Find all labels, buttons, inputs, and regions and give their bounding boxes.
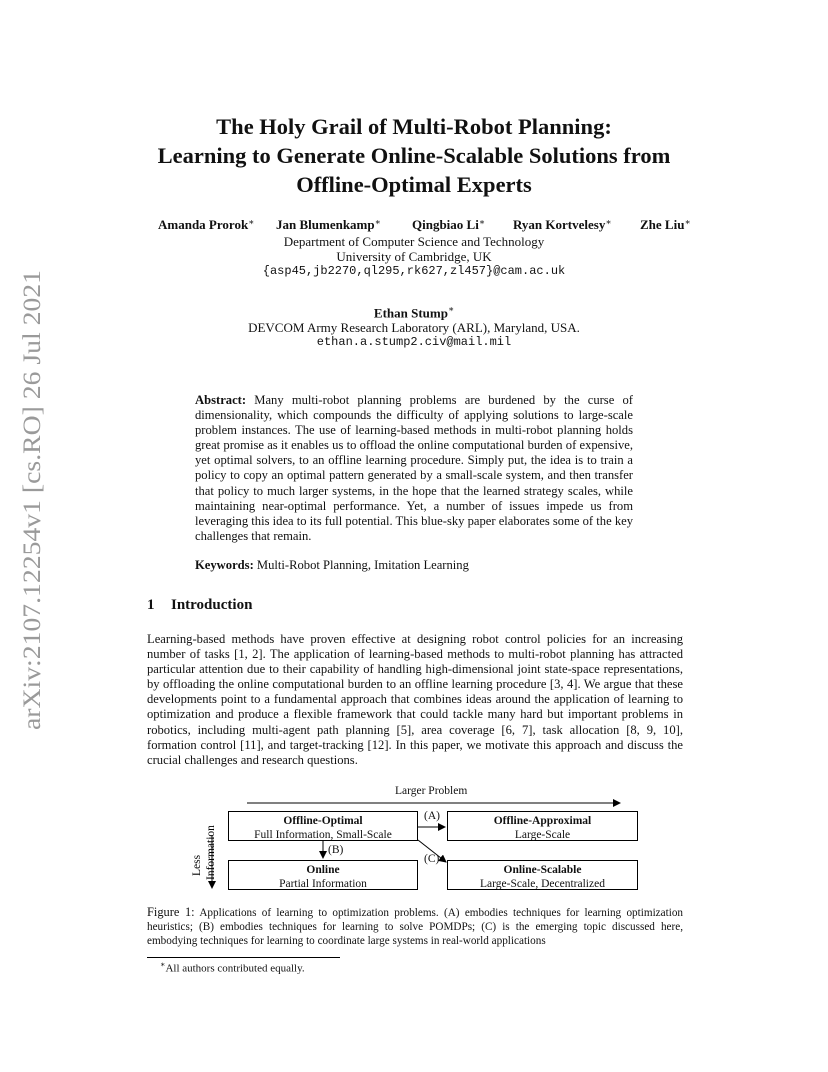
footnote-text: All authors contributed equally.	[165, 962, 305, 975]
label-larger-problem: Larger Problem	[395, 785, 468, 797]
label-a: (A)	[424, 810, 440, 822]
organization: DEVCOM Army Research Laboratory (ARL), Maryland, USA.	[248, 320, 580, 336]
paper-title	[100, 112, 728, 199]
box-online	[228, 860, 418, 890]
section-number: 1	[147, 597, 155, 613]
box-subtitle: Large-Scale	[514, 829, 571, 841]
affiliation-1	[150, 234, 678, 279]
box-title: Offline-Approximal	[493, 815, 592, 827]
title-line: Learning to Generate Online-Scalable Solutions from	[157, 143, 671, 168]
box-offline-approximal	[447, 811, 638, 841]
intro-paragraph: Learning-based methods have proven effective at designing robot control policies for an increasing number of tasks [1, 2]. The application of learning-based methods to multi-robot planning has attracted particular attention due to their capability of handling high-dimensional joint state-space representations, by offloading the online computational burden to an offline learning procedure [3, 4]. We argue that these developments point to a fundamental approach that combines ideas around the application of learning to optimization and produce a flexible framework that could tackle many hard but important problems in robotics, including multi-agent path planning [5], area coverage [6, 7], task allocation [8, 9, 10], formation control [11], and target-tracking [12]. In this paper, we motivate this approach and discuss the crucial challenges and research questions.	[147, 632, 683, 767]
footnote-mark: ∗	[160, 960, 166, 969]
figure-1	[180, 780, 640, 900]
box-title: Offline-Optimal	[283, 815, 363, 827]
section-title: Introduction	[171, 597, 253, 613]
side-label-2: Information	[205, 825, 217, 880]
caption-label: Figure 1:	[147, 905, 195, 919]
abstract-text: Many multi-robot planning problems are burdened by the curse of dimensionality, which compounds the difficulty of applying solutions to large-scale problem instances. The use of learning-based methods in multi-robot planning holds great promise as it enables us to offload the online computational burden of expensive, yet optimal solvers, to an offline learning procedure. Simply put, the idea is to train a policy to copy an optimal pattern generated by a small-scale system, and then transfer that policy to much larger systems, in the hope that the learned strategy scales, while maintaining near-optimal performance. Yet, a number of issues impede us from leveraging this idea to its full potential. This blue-sky paper elaborates some of the key challenges that remain.	[195, 393, 633, 543]
arxiv-stamp	[13, 268, 47, 732]
author: Amanda Prorok∗	[158, 217, 255, 232]
affiliation-2	[150, 302, 678, 350]
box-subtitle: Full Information, Small-Scale	[254, 829, 392, 841]
author: Zhe Liu∗	[640, 217, 691, 232]
author: Jan Blumenkamp∗	[276, 217, 381, 232]
box-subtitle: Large-Scale, Decentralized	[480, 878, 605, 890]
box-title: Online-Scalable	[503, 864, 582, 876]
label-b: (B)	[328, 844, 344, 856]
box-subtitle: Partial Information	[279, 878, 367, 890]
keywords	[195, 558, 633, 573]
keywords-label: Keywords:	[195, 558, 254, 572]
arxiv-stamp-text: arXiv:2107.12254v1 [cs.RO] 26 Jul 2021	[19, 314, 46, 730]
author: Ethan Stump∗	[373, 304, 455, 321]
title-line: The Holy Grail of Multi-Robot Planning:	[216, 114, 612, 139]
box-offline-optimal	[228, 811, 418, 841]
box-title: Online	[306, 864, 340, 876]
footnote	[160, 960, 305, 975]
caption-text: Applications of learning to optimization problems. (A) embodies techniques for learning optimization heuristics; (B) embodies techniques for learning to solve POMDPs; (C) is the emerging topic discussed here, embodying techniques for learning to coordinate large systems in real-world applications	[147, 907, 684, 947]
author-email: ethan.a.stump2.civ@mail.mil	[316, 335, 512, 350]
department: Department of Computer Science and Technology	[283, 234, 545, 249]
keywords-text: Multi-Robot Planning, Imitation Learning	[256, 558, 469, 572]
abstract-label: Abstract:	[195, 393, 247, 407]
abstract	[195, 393, 633, 544]
author: Ryan Kortvelesy∗	[513, 217, 612, 232]
university: University of Cambridge, UK	[336, 249, 492, 264]
author: Qingbiao Li∗	[412, 217, 485, 232]
title-line: Offline-Optimal Experts	[296, 172, 532, 197]
label-c: (C)	[424, 853, 440, 865]
figure-caption	[147, 905, 683, 948]
section-heading	[147, 597, 252, 614]
side-label-1: Less	[191, 854, 203, 876]
label-less-information	[186, 820, 222, 880]
author-emails: {asp45,jb2270,ql295,rk627,zl457}@cam.ac.uk	[262, 264, 566, 278]
footnote-rule	[147, 957, 340, 958]
box-online-scalable	[447, 860, 638, 890]
